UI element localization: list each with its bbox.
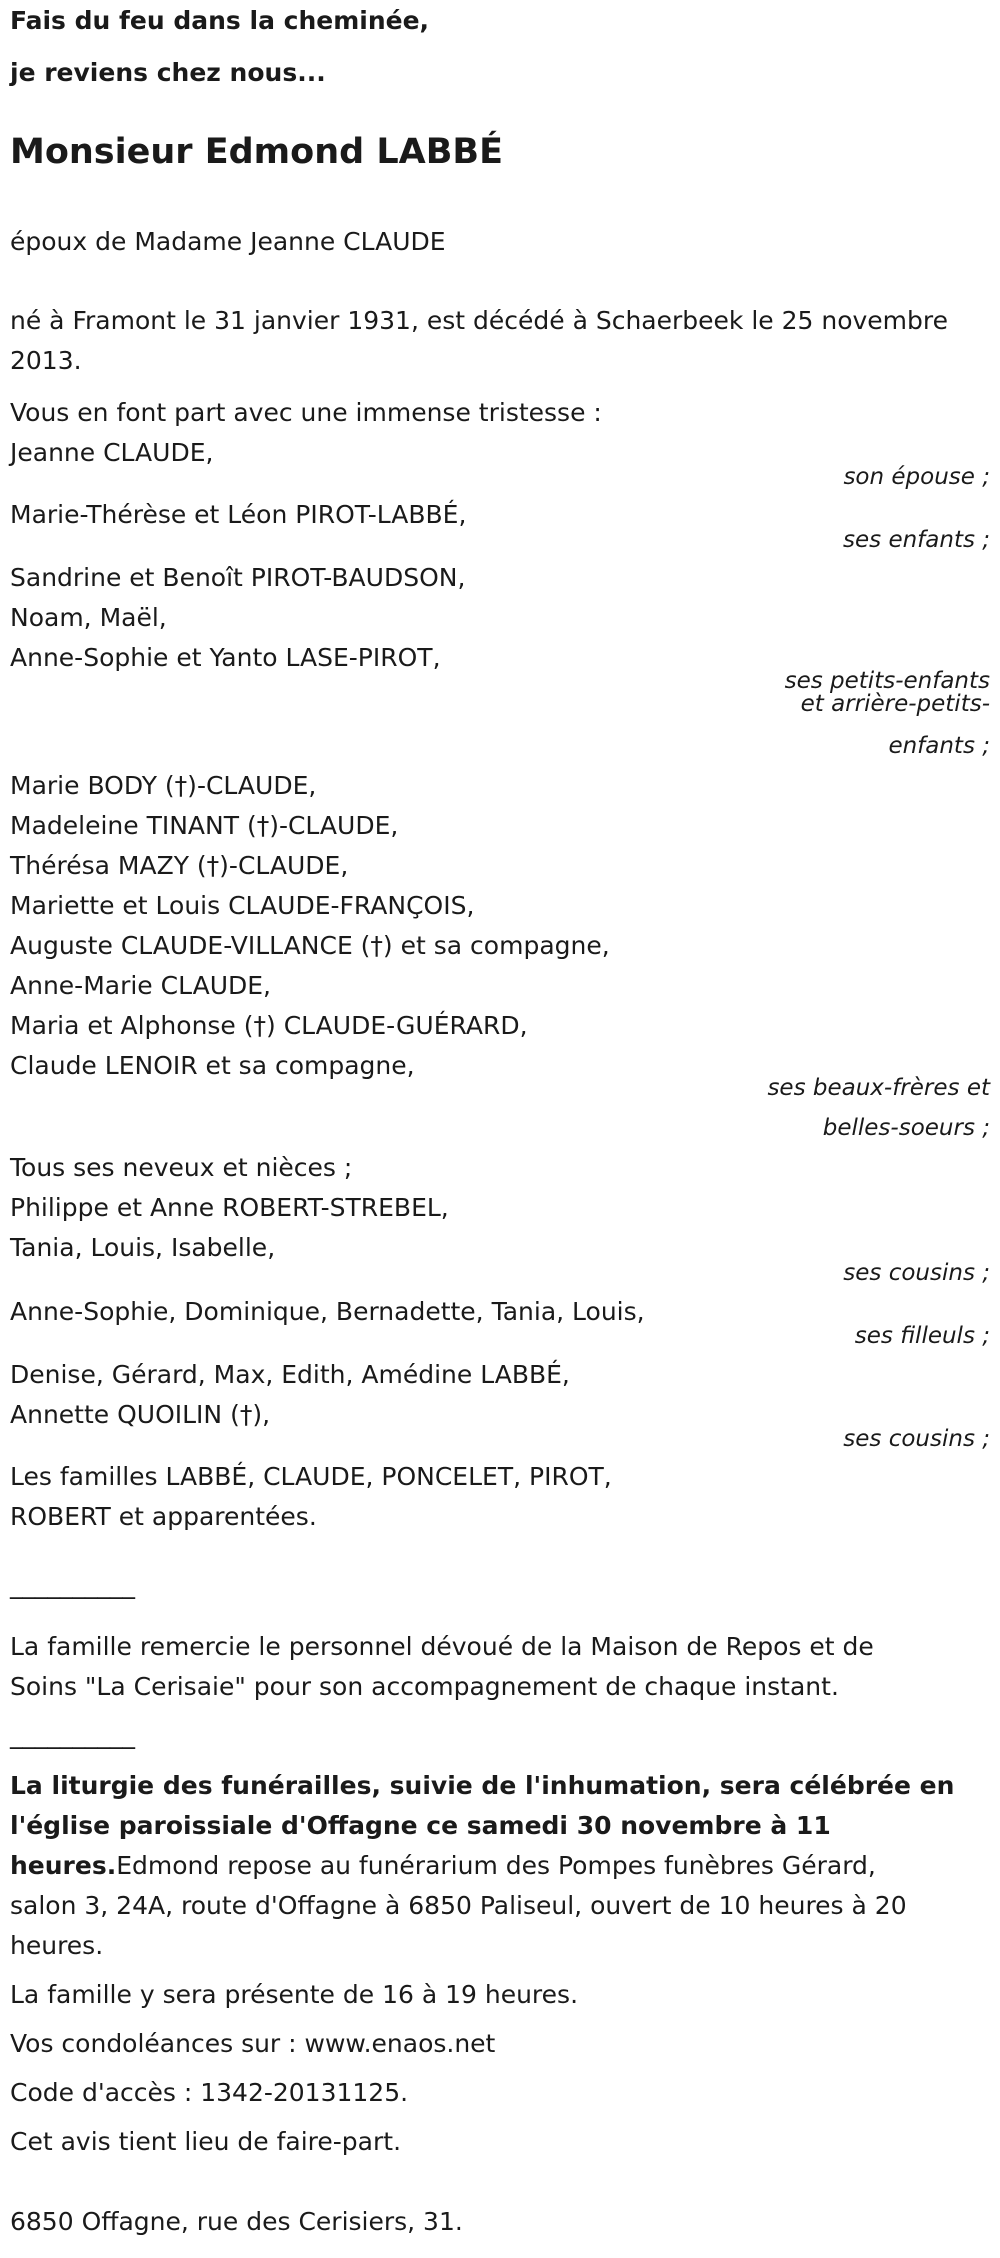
funeral-line: La liturgie des funérailles, suivie de l'inhumation, sera célébrée en [10,1771,955,1800]
spouse-relation: son épouse ; [843,464,990,490]
in-law-line: Thérésa MAZY (†)-CLAUDE, [10,851,349,880]
thanks-line: La famille remercie le personnel dévoué de la Maison de Repos et de [10,1632,874,1661]
in-law-line: Claude LENOIR et sa compagne, [10,1051,415,1080]
separator: __________ [10,1570,135,1599]
in-law-line: Mariette et Louis CLAUDE-FRANÇOIS, [10,891,475,920]
grandchildren-line: Anne-Sophie et Yanto LASE-PIROT, [10,643,441,672]
address-text: 6850 Offagne, rue des Cerisiers, 31. [10,2207,463,2236]
cousins-line: Annette QUOILIN (†), [10,1400,271,1429]
funeral-line [10,1846,876,1886]
grandchildren-line: Sandrine et Benoît PIROT-BAUDSON, [10,563,466,592]
condolences-text: Vos condoléances sur : www.enaos.net [10,2029,496,2058]
cousins-relation: ses cousins ; [843,1260,990,1286]
birth-death-line-2: 2013. [10,346,82,375]
cousins-line: Philippe et Anne ROBERT-STREBEL, [10,1193,449,1222]
spouse-name: Jeanne CLAUDE, [10,438,214,467]
in-law-line: Auguste CLAUDE-VILLANCE (†) et sa compagne, [10,931,610,960]
in-law-line: Marie BODY (†)-CLAUDE, [10,771,317,800]
quote-line-2: je reviens chez nous... [10,58,326,87]
grandchildren-line: Noam, Maël, [10,603,167,632]
in-laws-relation: belles-soeurs ; [822,1115,990,1141]
families-line: Les familles LABBÉ, CLAUDE, PONCELET, PIROT, [10,1462,612,1491]
funeral-line: salon 3, 24A, route d'Offagne à 6850 Paliseul, ouvert de 10 heures à 20 [10,1891,907,1920]
separator: __________ [10,1720,135,1749]
thanks-line: Soins "La Cerisaie" pour son accompagnement de chaque instant. [10,1672,839,1701]
in-law-line: Anne-Marie CLAUDE, [10,971,271,1000]
grandchildren-relation: enfants ; [888,733,990,759]
children-names: Marie-Thérèse et Léon PIROT-LABBÉ, [10,500,467,529]
cousins-line: Denise, Gérard, Max, Edith, Amédine LABBÉ, [10,1360,570,1389]
presence-text: La famille y sera présente de 16 à 19 heures. [10,1980,579,2009]
page-title: Monsieur Edmond LABBÉ [10,132,504,172]
intro-text: Vous en font part avec une immense tristesse : [10,398,602,427]
cousins-line: Tania, Louis, Isabelle, [10,1233,276,1262]
funeral-bold-text: heures. [10,1851,117,1880]
godchildren-names: Anne-Sophie, Dominique, Bernadette, Tania, Louis, [10,1297,645,1326]
funeral-line: heures. [10,1931,104,1960]
children-relation: ses enfants ; [843,527,990,553]
in-law-line: Madeleine TINANT (†)-CLAUDE, [10,811,399,840]
birth-death-line-1: né à Framont le 31 janvier 1931, est décédé à Schaerbeek le 25 novembre [10,306,949,335]
notice-text: Cet avis tient lieu de faire-part. [10,2127,402,2156]
grandchildren-relation: et arrière-petits- [800,691,990,717]
quote-line-1: Fais du feu dans la cheminée, [10,6,430,35]
spouse-line: époux de Madame Jeanne CLAUDE [10,227,446,256]
funeral-text: Edmond repose au funérarium des Pompes funèbres Gérard, [116,1851,876,1880]
access-code-text: Code d'accès : 1342-20131125. [10,2078,409,2107]
in-law-line: Maria et Alphonse (†) CLAUDE-GUÉRARD, [10,1011,528,1040]
grandchildren-relation: ses petits-enfants [784,668,990,694]
in-laws-relation: ses beaux-frères et [767,1075,990,1101]
cousins-line: Tous ses neveux et nièces ; [10,1153,353,1182]
godchildren-relation: ses filleuls ; [854,1323,990,1349]
families-line: ROBERT et apparentées. [10,1502,317,1531]
cousins-relation: ses cousins ; [843,1426,990,1452]
funeral-line: l'église paroissiale d'Offagne ce samedi 30 novembre à 11 [10,1811,831,1840]
